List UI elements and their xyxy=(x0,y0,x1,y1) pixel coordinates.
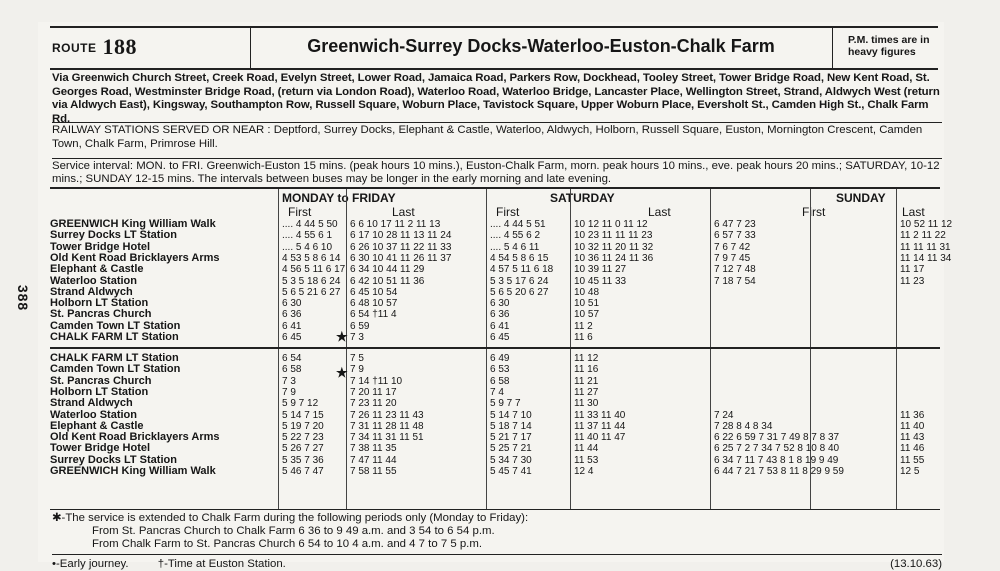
pm-note: P.M. times are in heavy figures xyxy=(848,34,930,58)
sun-last: Last xyxy=(902,205,925,219)
time-cell: 4 54 5 8 6 15 xyxy=(490,252,549,264)
time-cell: 7 12 7 48 xyxy=(714,264,756,276)
time-cell: 5 25 7 21 xyxy=(490,443,532,455)
time-cell: 11 30 xyxy=(574,398,599,410)
time-cell: 7 20 11 17 xyxy=(350,386,397,398)
table-row xyxy=(50,287,940,298)
time-cell: 5 34 7 30 xyxy=(490,454,532,466)
time-cell: 6 53 xyxy=(490,364,510,376)
route-label: ROUTE 188 xyxy=(52,34,137,59)
station-name: CHALK FARM LT Station xyxy=(50,352,179,364)
time-cell: 6 42 10 51 11 36 xyxy=(350,275,425,287)
star-marker: ★ xyxy=(336,365,348,380)
time-cell: 10 57 xyxy=(574,309,600,321)
time-cell: 6 6 10 17 11 2 11 13 xyxy=(350,219,441,230)
route-via: Via Greenwich Church Street, Creek Road, Evelyn Street, Lower Road, Jamaica Road, Parkers Row, Dockhead, Tooley Street, Tower Bridge Road, New Kent Road, St. Georges Road, Westminster Bridge Road, (return via London Road), Waterloo Road, Waterloo Bridge, Lancaster Place, Wellington Street, Strand, Aldwych West (return via Aldwych East), Kingsway, Southampton Row, Russell Square, Woburn Place, Tavistock Square, Upper Woburn Place, Eversholt St., Camden High St., Chalk Farm Rd. xyxy=(52,72,940,125)
route-header xyxy=(50,26,938,70)
time-cell: 10 39 11 27 xyxy=(574,264,627,276)
time-cell: 7 58 11 55 xyxy=(350,466,397,477)
station-name: Camden Town LT Station xyxy=(50,363,181,376)
time-cell: 7 38 11 35 xyxy=(350,443,397,455)
time-cell: 11 17 xyxy=(900,264,925,276)
sun-heading: SUNDAY xyxy=(836,191,886,205)
table-row xyxy=(50,332,940,343)
table-row xyxy=(50,240,951,253)
time-cell: 6 49 xyxy=(490,353,510,364)
time-cell: 6 34 10 44 11 29 xyxy=(350,264,425,276)
time-cell: 10 45 11 33 xyxy=(574,275,627,287)
sun-first: First xyxy=(802,205,826,219)
station-name: Surrey Docks LT Station xyxy=(50,453,177,466)
station-name: CHALK FARM LT Station xyxy=(50,331,179,343)
time-cell: 4 57 5 11 6 18 xyxy=(490,264,554,276)
station-name: St. Pancras Church xyxy=(50,374,152,387)
time-cell: 7 3 xyxy=(282,375,296,387)
time-cell: 11 40 11 47 xyxy=(574,432,626,444)
time-cell: 11 23 xyxy=(900,275,925,287)
time-cell: 10 12 11 0 11 12 xyxy=(574,219,648,230)
time-cell: 4 53 5 8 6 14 xyxy=(282,252,341,264)
table-row xyxy=(50,264,940,275)
mf-first: First xyxy=(288,205,312,219)
time-cell: 11 33 11 40 xyxy=(574,409,626,421)
sat-heading: SATURDAY xyxy=(550,191,615,205)
table-row xyxy=(50,218,953,230)
time-cell: 6 54 xyxy=(282,353,302,364)
time-cell: 5 22 7 23 xyxy=(282,432,324,444)
sat-first: First xyxy=(496,205,520,219)
table-row xyxy=(50,410,940,421)
station-name: Camden Town LT Station xyxy=(50,319,181,332)
station-name: Old Kent Road Bricklayers Arms xyxy=(50,431,220,444)
table-row xyxy=(50,387,940,398)
star-note-1: From St. Pancras Church to Chalk Farm 6 36 to 9 49 a.m. and 3 54 to 6 54 p.m. xyxy=(92,525,495,537)
footnotes xyxy=(52,554,942,571)
early-journey-note: •-Early journey. xyxy=(52,558,129,570)
time-cell: 10 23 11 11 11 23 xyxy=(574,230,653,242)
station-name: Waterloo Station xyxy=(50,408,137,421)
time-cell: 6 41 xyxy=(282,320,302,332)
table-row xyxy=(50,432,940,443)
station-name: Strand Aldwych xyxy=(50,397,133,410)
time-cell: 6 48 10 57 xyxy=(350,298,398,310)
time-cell: 6 26 10 37 11 22 11 33 xyxy=(350,241,452,253)
time-cell: 10 51 xyxy=(574,298,600,310)
station-name: Holborn LT Station xyxy=(50,385,149,398)
time-cell: 10 48 xyxy=(574,286,600,298)
railway-stations: RAILWAY STATIONS SERVED OR NEAR : Deptford, Surrey Docks, Elephant & Castle, Waterloo, Aldwych, Holborn, Russell Square, Euston, Mornington Crescent, Camden Town, Chalk Farm, Primrose Hill. xyxy=(52,122,942,151)
time-cell: 7 3 xyxy=(350,332,364,343)
time-cell: 6 45 10 54 xyxy=(350,286,398,298)
time-cell: 10 36 11 24 11 36 xyxy=(574,252,654,264)
table-row xyxy=(50,251,952,264)
table-row xyxy=(50,276,940,287)
time-cell: 5 9 7 7 xyxy=(490,398,521,410)
time-cell: 7 14 †11 10 xyxy=(350,375,403,387)
time-cell: 5 19 7 20 xyxy=(282,420,324,432)
time-cell: 5 3 5 18 6 24 xyxy=(282,275,341,287)
time-cell: 11 46 xyxy=(900,443,925,455)
euston-note: †-Time at Euston Station. xyxy=(157,558,286,570)
time-cell: 11 40 xyxy=(900,420,925,432)
time-cell: 11 2 11 22 xyxy=(900,230,946,242)
station-name: Strand Aldwych xyxy=(50,285,133,298)
table-row xyxy=(50,353,940,364)
station-name: Tower Bridge Hotel xyxy=(50,442,151,455)
time-cell: 6 30 xyxy=(490,298,510,310)
table-row xyxy=(50,321,940,332)
time-cell: 7 5 xyxy=(350,353,364,364)
time-cell: 6 41 xyxy=(490,320,510,332)
time-cell: 5 21 7 17 xyxy=(490,432,532,444)
time-cell: 6 34 7 11 7 43 8 1 8 19 9 49 xyxy=(714,454,839,466)
table-row xyxy=(50,309,940,320)
time-cell: 6 54 †11 4 xyxy=(350,309,397,321)
time-cell: 5 3 5 17 6 24 xyxy=(490,275,549,287)
timetable-page xyxy=(38,22,953,570)
time-cell: .... 4 44 5 50 xyxy=(282,219,338,230)
time-cell: 11 43 xyxy=(900,432,925,444)
time-cell: 11 16 xyxy=(574,364,599,376)
time-cell: .... 4 55 6 2 xyxy=(490,230,541,242)
page-number: 388 xyxy=(15,284,32,312)
time-cell: 5 9 7 12 xyxy=(282,398,319,410)
time-cell: 6 36 xyxy=(490,309,510,321)
time-cell: 11 2 xyxy=(574,320,593,332)
table-row xyxy=(50,364,940,375)
time-cell: 11 11 11 31 xyxy=(900,241,951,253)
station-name: St. Pancras Church xyxy=(50,308,152,321)
station-name: Surrey Docks LT Station xyxy=(50,229,177,242)
time-cell: 11 37 11 44 xyxy=(574,420,626,432)
station-name: GREENWICH King William Walk xyxy=(50,465,216,477)
time-cell: 11 6 xyxy=(574,332,593,343)
time-cell: 12 5 xyxy=(900,466,920,477)
station-name: Old Kent Road Bricklayers Arms xyxy=(50,251,220,264)
time-cell: 5 14 7 15 xyxy=(282,409,324,421)
sat-last: Last xyxy=(648,205,671,219)
station-name: Tower Bridge Hotel xyxy=(50,240,151,253)
time-cell: 6 44 7 21 7 53 8 11 8 29 9 59 xyxy=(714,466,844,477)
time-cell: 6 30 10 41 11 26 11 37 xyxy=(350,252,452,264)
time-cell: 5 18 7 14 xyxy=(490,420,532,432)
route-title: Greenwich-Surrey Docks-Waterloo-Euston-Chalk Farm xyxy=(307,36,775,56)
time-cell: 11 12 xyxy=(574,353,599,364)
station-name: Waterloo Station xyxy=(50,274,137,287)
time-cell: 6 57 7 33 xyxy=(714,230,756,242)
time-cell: 5 26 7 27 xyxy=(282,443,324,455)
time-cell: 7 6 7 42 xyxy=(714,241,751,253)
time-cell: 7 47 11 44 xyxy=(350,454,397,466)
time-cell: 6 59 xyxy=(350,320,370,332)
time-cell: .... 4 55 6 1 xyxy=(282,230,333,242)
time-cell: 7 18 7 54 xyxy=(714,275,756,287)
time-cell: 7 9 xyxy=(350,364,364,376)
mf-last: Last xyxy=(392,205,415,219)
time-cell: 7 4 xyxy=(490,386,504,398)
star-note-2: From Chalk Farm to St. Pancras Church 6 54 to 10 4 a.m. and 4 7 to 7 5 p.m. xyxy=(92,538,482,550)
time-cell: 11 14 11 34 xyxy=(900,252,952,264)
time-cell: .... 5 4 6 10 xyxy=(282,241,333,253)
time-cell: 7 34 11 31 11 51 xyxy=(350,432,424,444)
time-cell: 11 21 xyxy=(574,375,599,387)
time-cell: 12 4 xyxy=(574,466,594,477)
time-cell: 6 45 xyxy=(282,332,302,343)
station-name: GREENWICH King William Walk xyxy=(50,218,216,230)
time-cell: 7 24 xyxy=(714,409,734,421)
station-name: Elephant & Castle xyxy=(50,263,144,276)
time-cell: 10 32 11 20 11 32 xyxy=(574,241,654,253)
time-cell: 7 31 11 28 11 48 xyxy=(350,420,424,432)
time-cell: 6 47 7 23 xyxy=(714,219,756,230)
time-cell: 5 14 7 10 xyxy=(490,409,532,421)
time-cell: 6 58 xyxy=(490,375,510,387)
time-cell: 11 27 xyxy=(574,386,599,398)
time-cell: 6 36 xyxy=(282,309,302,321)
time-cell: 11 36 xyxy=(900,409,925,421)
time-cell: 6 45 xyxy=(490,332,510,343)
time-cell: 7 26 11 23 11 43 xyxy=(350,409,424,421)
time-cell: 6 25 7 2 7 34 7 52 8 10 8 40 xyxy=(714,443,840,455)
route-number: 188 xyxy=(102,34,137,59)
time-cell: 6 22 6 59 7 31 7 49 8 7 8 37 xyxy=(714,432,840,444)
time-cell: .... 4 44 5 51 xyxy=(490,219,546,230)
time-cell: .... 5 4 6 11 xyxy=(490,241,540,253)
time-cell: 11 55 xyxy=(900,454,925,466)
mf-heading: MONDAY to FRIDAY xyxy=(282,191,396,205)
issue-date: (13.10.63) xyxy=(890,558,942,570)
time-cell: 5 6 5 20 6 27 xyxy=(490,286,549,298)
timetable-grid xyxy=(50,187,953,510)
table-row xyxy=(50,398,940,409)
star-note: ✱-The service is extended to Chalk Farm during the following periods only (Monday to Friday): xyxy=(52,512,529,524)
table-row xyxy=(50,376,940,387)
time-cell: 7 28 8 4 8 34 xyxy=(714,420,773,432)
table-row xyxy=(50,229,946,242)
time-cell: 6 17 10 28 11 13 11 24 xyxy=(350,230,452,242)
time-cell: 11 44 xyxy=(574,443,599,455)
time-cell: 6 30 xyxy=(282,298,302,310)
station-name: Elephant & Castle xyxy=(50,419,144,432)
time-cell: 7 9 xyxy=(282,386,296,398)
time-cell: 6 58 xyxy=(282,364,302,376)
time-cell: 7 23 11 20 xyxy=(350,398,397,410)
time-cell: 5 45 7 41 xyxy=(490,466,532,477)
table-row xyxy=(50,298,940,309)
star-marker: ★ xyxy=(336,329,348,344)
time-cell: 4 56 5 11 6 17 xyxy=(282,264,346,276)
time-cell: 5 6 5 21 6 27 xyxy=(282,286,341,298)
table-row xyxy=(50,443,940,454)
time-cell: 5 35 7 36 xyxy=(282,454,324,466)
time-cell: 5 46 7 47 xyxy=(282,466,324,477)
station-name: Holborn LT Station xyxy=(50,297,149,310)
table-row xyxy=(50,466,940,477)
time-cell: 7 9 7 45 xyxy=(714,252,751,264)
time-cell: 11 53 xyxy=(574,454,599,466)
service-interval: Service interval: MON. to FRI. Greenwich-Euston 15 mins. (peak hours 10 mins.), Euston-Chalk Farm, morn. peak hours 10 mins., eve. peak hours 20 mins.; SATURDAY, 10-12 mins.; SUNDAY 12-15 mins. The intervals between buses may be longer in the early morning and late evening. xyxy=(52,158,942,185)
time-cell: 10 52 11 12 xyxy=(900,219,953,230)
